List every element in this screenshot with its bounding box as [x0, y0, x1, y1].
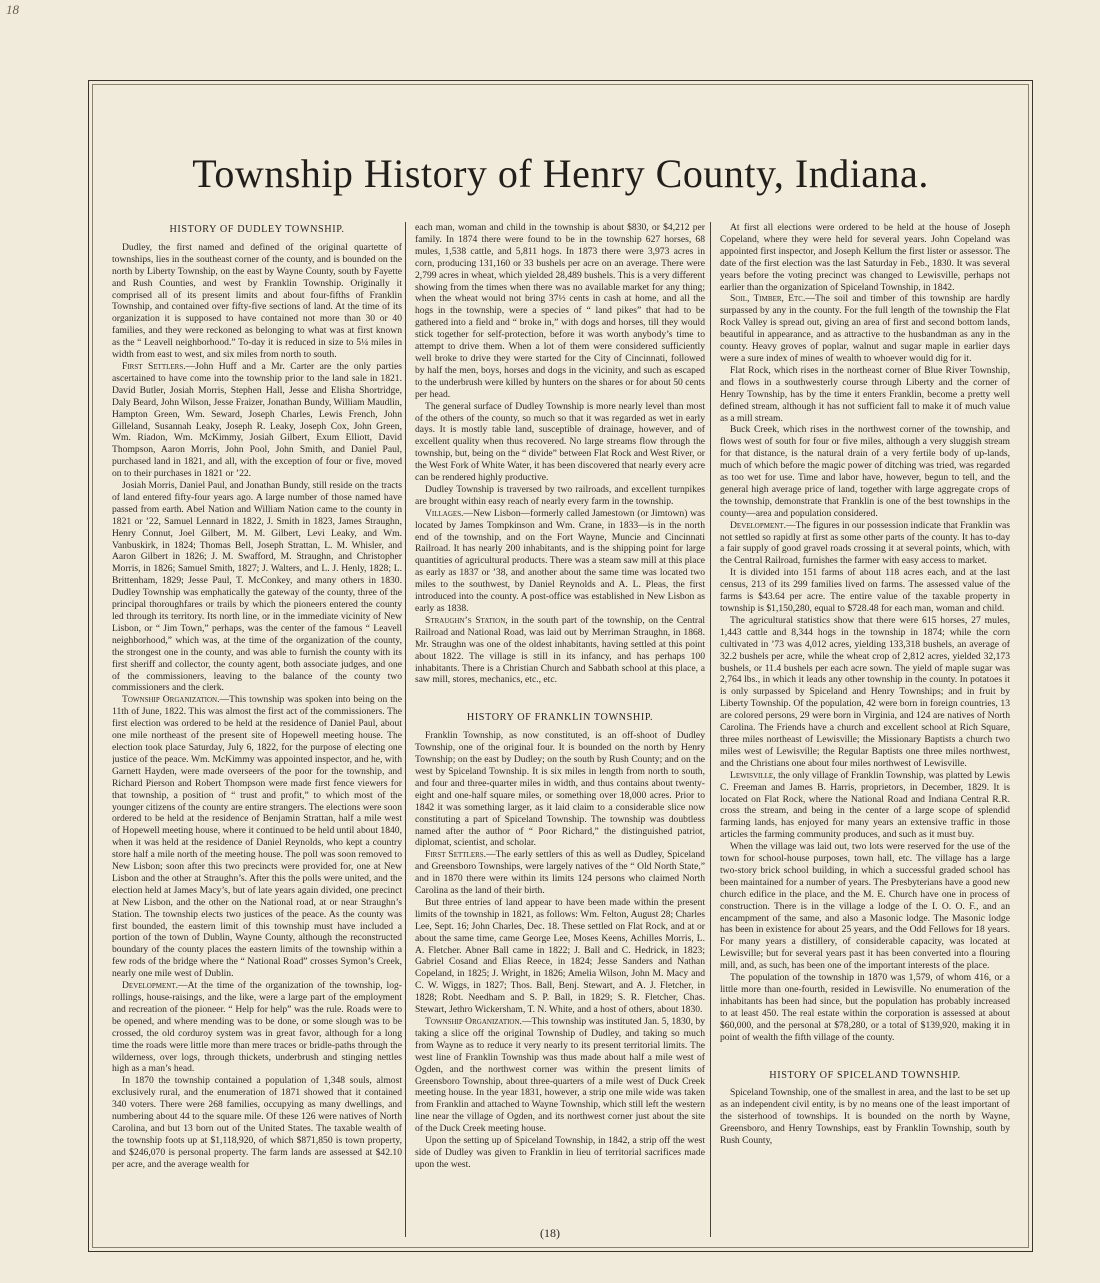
article-paragraph [415, 401, 705, 484]
paragraph-text: Upon the setting up of Spiceland Township, in 1842, a strip off the west side of Dudley was given to Franklin in lieu of territorial sacrifices made upon the west. [415, 1135, 705, 1170]
paragraph-lead: First Settlers. [425, 849, 487, 861]
article-paragraph [415, 730, 705, 849]
paragraph-lead: Development. [122, 980, 178, 992]
paragraph-text: Josiah Morris, Daniel Paul, and Jonathan Bundy, still reside on the tracts of land entered fifty-four years ago. A large number of those named have passed from earth. Abel Nation and William Nation came to the county in 1821 or ’22, Samuel Lennard in 1822, J. Smith in 1823, James Straughn, Henry Connut, Joel Gilbert, M. M. Gilbert, Levi Leaky, and Wm. Vanbuskirk, in 1824; Thomas Bell, Joseph Strattan, L. M. Whisler, and Aaron Gilbert in 1826; J. M. Swafford, M. Straughn, and Christopher Morris, in 1826; Samuel Smith, 1827; J. Walters, and L. J. Henly, 1828; L. Brittenham, 1829; Jesse Paul, T. McConkey, and many others in 1830. Dudley Township was emphatically the gateway of the county, three of the principal thoroughfares or trails by which the pioneers entered the county led through its territory. Its north line, or in the immediate vicinity of New Lisbon, or “ Jim Town,” perhaps, was the center of the famous “ Leavell neighborhood,” which was, at the time of the organization of the county, the strongest one in the county, and was able to furnish the county with its first sheriff and collector, the county agent, both associate judges, and one of the commissioners, leaving to the balance of the county two commissioners and the clerk. [112, 480, 402, 694]
article-paragraph [415, 1135, 705, 1171]
article-paragraph [720, 615, 1010, 770]
section-heading: HISTORY OF DUDLEY TOWNSHIP. [169, 224, 345, 235]
paragraph-text: Buck Creek, which rises in the northwest corner of the township, and flows west of south for four or five miles, although a very sluggish stream for that distance, is the natural drain of a very fertile body of up-lands, much of which before the magic power of ditching was tried, was regarded as too wet for use. Time and labor have, however, begun to tell, and the general high average price of land, together with large aggregate crops of the township, demonstrate that Franklin is one of the best townships in the county—area and population considered. [720, 424, 1010, 519]
article-paragraph [720, 424, 1010, 519]
article-paragraph [415, 615, 705, 686]
article-paragraph [112, 242, 402, 361]
page-corner-number: 18 [6, 2, 19, 17]
article-paragraph [720, 1087, 1010, 1147]
paragraph-text: the only village of Franklin Township, was platted by Lewis C. Freeman and James B. Harris, proprietors, in December, 1829. It is located on Flat Rock, where the National Road and Indiana Central R.R. cross the stream, and being in the center of a large scope of splendid farming lands, has enjoyed for many years an extensive traffic in those articles the farming community produces, and such as it must buy. [720, 769, 1010, 841]
article-paragraph [415, 508, 705, 615]
article-paragraph [720, 567, 1010, 615]
paragraph-text: Flat Rock, which rises in the northeast corner of Blue River Township, and flows in a southwesterly course through Liberty and the corner of Henry Township, has by the time it enters Franklin, become a pretty well defined stream, although it has not sufficient fall to make it of much value as a mill stream. [720, 364, 1010, 424]
article-paragraph [415, 1016, 705, 1135]
article-paragraph [112, 480, 402, 694]
paragraph-text: —The figures in our possession indicate that Franklin was not settled so rapidly at first as some other parts of the county. It has to-day a fair supply of good gravel roads crossing it at several points, which, with the Central Railroad, furnishes the farmer with easy access to market. [720, 519, 1010, 567]
paragraph-text: —The soil and timber of this township are hardly surpassed by any in the county. For the full length of the township the Flat Rock Valley is spread out, giving an area of first and second bottom lands, beautiful in appearance, and as attractive to the husbandman as any in the county. Heavy groves of poplar, walnut and sugar maple in earlier days were a sure index of mines of wealth to whoever would dig for it. [720, 293, 1010, 364]
paragraph-lead: Straughn’s Station, [425, 614, 508, 626]
paragraph-text: The population of the township in 1870 was 1,579, of whom 416, or a little more than one-fourth, resided in Lewisville. No enumeration of the inhabitants has been had since, but the population has probably increased to at least 450. The real estate within the corporation is assessed at about $60,000, and the personal at $78,280, or a total of $139,920, making it in point of wealth the fifth village of the county. [720, 972, 1010, 1043]
paragraph-text: When the village was laid out, two lots were reserved for the use of the town for school-house purposes, town hall, etc. The village has a large two-story brick school building, in which a successful graded school has been maintained for a number of years. The Presbyterians have a good new church edifice in the place, and the M. E. Church have one in process of construction. There is in the village a lodge of the I. O. O. F., and an encampment of the same, and also a Masonic lodge. The Masonic lodge has been in existence for about 25 years, and the Odd Fellows for 18 years. For many years a distillery, of considerable capacity, was located at Lewisville; but for several years past it has been converted into a flouring mill, and, as such, has been one of the important interests of the place. [720, 841, 1010, 972]
article-paragraph [720, 293, 1010, 364]
paragraph-lead: Villages. [425, 507, 464, 519]
article-paragraph [415, 897, 705, 1016]
article-paragraph [112, 361, 402, 480]
section-heading: HISTORY OF SPICELAND TOWNSHIP. [769, 1069, 961, 1081]
paragraph-text: —The early settlers of this as well as Dudley, Spiceland and Greensboro Townships, were largely natives of the “ Old North State,” and in 1870 there were within its limits 124 persons who claimed North Carolina as the land of their birth. [415, 849, 705, 897]
paragraph-lead: Township Organization. [425, 1016, 522, 1027]
section-heading: HISTORY OF FRANKLIN TOWNSHIP. [466, 712, 654, 724]
article-paragraph [112, 980, 402, 1075]
paragraph-lead: Lewisville, [730, 769, 776, 781]
paragraph-text: —At the time of the organization of the township, log-rollings, house-raisings, and the like, were a large part of the employment and recreation of the pioneer. “ Help for help” was the rule. Roads were to be opened, and where mending was to be done, or some slough was to be crossed, the old corduroy system was in great favor, although for a long time the roads were little more than mere traces or bridle-paths through the wilderness, over logs, through thickets, underbrush and stinging nettles high as a man’s head. [112, 980, 402, 1075]
column-1 [112, 222, 402, 1222]
paragraph-lead: Development. [730, 519, 786, 531]
paragraph-text: —This township was instituted Jan. 5, 1830, by taking a slice off the original Township of Dudley, and taking so much from Wayne as to reduce it very nearly to its present territorial limits. The west line of Franklin Township was thus made about half a mile west of Ogden, and the northwest corner was within the present limits of Greensboro Township, about three-quarters of a mile west of Duck Creek meeting house. In the year 1831, however, a strip one mile wide was taken from Franklin and attached to Wayne Township, which still left the western line near the village of Ogden, and its northwest corner just about the site of the Duck Creek meeting house. [415, 1016, 705, 1135]
paragraph-text: Dudley, the first named and defined of the original quartette of townships, lies in the southeast corner of the county, and is bounded on the north by Liberty Township, on the east by Wayne County, south by Fayette and Rush Counties, and west by Franklin Township. Originally it comprised all of its present limits and about four-fifths of Franklin Township, and contained over fifty-five sections of land. At the time of its organization it is supposed to have contained not more than 30 or 40 families, and they were reckoned as belonging to what was at first known as the “ Leavell neighborhood.” To-day it is reduced in size to 5¼ miles in width from east to west, and six miles from north to south. [112, 241, 402, 361]
paragraph-lead: Township Organization. [122, 694, 220, 706]
article-paragraph [720, 770, 1010, 841]
article-paragraph [720, 222, 1010, 293]
paragraph-lead: First Settlers. [122, 360, 186, 372]
column-divider [405, 222, 406, 1237]
column-3 [720, 222, 1010, 1222]
paragraph-text: But three entries of land appear to have been made within the present limits of the township in 1821, as follows: Wm. Felton, August 28; Charles Lee, Sept. 16; John Charles, Dec. 18. These settled on Flat Rock, and at or about the same time, came George Lee, Moses Keens, Achilles Morris, L. A. Fletcher. Abner Ball came in 1822; J. Ball and C. Hedrick, in 1823; Gabriel Cosand and Elias Reece, in 1824; Jesse Sanders and Nathan Copeland, in 1825; J. Wright, in 1826; Amelia Wilson, John M. Macy and C. W. Wiggs, in 1827; Thos. Ball, Benj. Stewart, and A. J. Fletcher, in 1828; Robt. Needham and S. P. Ball, in 1829; S. R. Fletcher, Chas. Stewart, Jethro Wickersham, T. N. White, and a host of others, about 1830. [415, 896, 705, 1016]
article-paragraph [720, 365, 1010, 425]
paragraph-text: In 1870 the township contained a population of 1,348 souls, almost exclusively rural, and the enumeration of 1871 showed that it contained 340 voters. There were 268 families, occupying as many dwellings, and numbering about 44 to the square mile. Of these 126 were natives of North Carolina, and but 13 born out of the United States. The taxable wealth of the township foots up at $1,118,920, of which $871,850 is town property, and $246,070 is personal property. The farm lands are assessed at $42.10 per acre, and the average wealth for [112, 1075, 402, 1170]
paragraph-text: Franklin Township, as now constituted, is an off-shoot of Dudley Township, one of the original four. It is bounded on the north by Henry Township; on the east by Dudley; on the south by Rush County; and on the west by Spiceland Township. It is six miles in length from north to south, and four and three-quarter miles in width, and thus contains about twenty-eight and one-half square miles, or something over 18,000 acres. Prior to 1842 it was something larger, as it laid claim to a considerable slice now constituting a part of Spiceland Township. The township was doubtless named after the author of “ Poor Richard,” the distinguished patriot, diplomat, scientist, and scholar. [415, 730, 705, 849]
article-paragraph [112, 694, 402, 980]
paragraph-text: The general surface of Dudley Township is more nearly level than most of the others of the county, so much so that it was regarded as wet in early days. It is mostly table land, susceptible of drainage, however, and of excellent quality when thus recovered. No large streams flow through the township, but, being on the “ divide” between Flat Rock and West River, or the West Fork of White Water, it has been discovered that nearly every acre can be rendered highly productive. [415, 400, 705, 484]
paragraph-text: in the south part of the township, on the Central Railroad and National Road, was laid out by Merriman Straughn, in 1868. Mr. Straughn was one of the oldest inhabitants, having settled at this point about 1822. The village is still in its infancy, and has perhaps 100 inhabitants. There is a Christian Church and Sabbath school at this place, a saw mill, stores, mechanics, etc., etc. [415, 614, 705, 686]
article-paragraph [112, 1075, 402, 1170]
paragraph-text: Spiceland Township, one of the smallest in area, and the last to be set up as an independent civil entity, is by no means one of the least important of the sisterhood of townships. It is bounded on the north by Wayne, Greensboro, and Henry Townships, east by Franklin Township, south by Rush County, [720, 1087, 1010, 1147]
paragraph-text: —This township was spoken into being on the 11th of June, 1822. This was almost the first act of the commissioners. The first election was ordered to be held at the residence of Daniel Paul, about one mile northeast of the present site of Hopewell meeting house. The election took place Saturday, July 6, 1822, for the purpose of electing one justice of the peace. Wm. McKimmy was appointed inspector, and he, with Garnett Hayden, were made overseers of the poor for the township, and Richard Pierson and Robert Thompson were made first fence viewers for that township, a position of “ trust and profit,” to which most of the younger citizens of the county are entire strangers. The elections were soon ordered to be held at the residence of Benjamin Strattan, half a mile west of Hopewell meeting house, where it continued to be held until about 1840, when it was held at the residence of Daniel Reynolds, who kept a country store half a mile north of the meeting house. The poll was soon removed to New Lisbon; soon after this two precincts were provided for, one at New Lisbon and the other at Straughn’s. After this the polls were united, and the election held at James Macy’s, but of late years again divided, one precinct at New Lisbon, and the other on the National road, at or near Straughn’s Station. The township elects two justices of the peace. As the county was first bounded, the eastern limit of this township must have included a portion of the town of Dublin, Wayne County, although the reconstructed boundary of the county places the eastern limits of the township within a few rods of the bridge where the “ National Road” crosses Symon’s Creek, nearly one mile west of Dublin. [112, 694, 402, 980]
page-title: Township History of Henry County, Indiana. [192, 151, 929, 196]
article-paragraph [720, 520, 1010, 568]
article-paragraph [720, 841, 1010, 972]
paragraph-lead: Soil, Timber, Etc. [730, 293, 806, 305]
column-divider [710, 222, 711, 1237]
paragraph-text: —John Huff and a Mr. Carter are the only parties ascertained to have come into the township prior to the land sale in 1821. David Butler, Josiah Morris, Stephen Hall, Jesse and Elisha Shortridge, Daly Beard, John Wilson, Jesse Fraizer, Jonathan Bundy, William Maudlin, Hampton Green, Wm. Seward, Joseph Charles, Lewis French, John Gilleland, Susannah Leaky, Joseph R. Leaky, Joseph Cox, John Green, Wm. Riadon, Wm. McKimmy, Josiah Gilbert, Exum Elliott, David Thompson, Aaron Morris, John Pool, John Smith, and Daniel Paul, purchased land in 1821, and all, with the exception of four or five, moved on to their purchases in 1821 or ’22. [112, 360, 402, 480]
article-paragraph [415, 484, 705, 508]
paragraph-text: Dudley Township is traversed by two railroads, and excellent turnpikes are brought within easy reach of nearly every farm in the township. [415, 483, 705, 507]
article-paragraph [720, 972, 1010, 1043]
page-number: (18) [540, 1226, 560, 1240]
paragraph-text: It is divided into 151 farms of about 118 acres each, and at the last census, 213 of its 299 families lived on farms. The assessed value of the farms is $43.64 per acre. The entire value of the taxable property in township is $1,150,280, equal to $728.48 for each man, woman and child. [720, 567, 1010, 614]
paragraph-text: each man, woman and child in the township is about $830, or $4,212 per family. In 1874 there were found to be in the township 627 horses, 68 mules, 1,538 cattle, and 5,811 hogs. In 1873 there were 3,973 acres in corn, producing 131,160 or 33 bushels per acre on an average. There were 2,799 acres in wheat, which yielded 28,489 bushels. This is a very different showing from the times when there was no available market for any thing; when the wheat would not bring 37½ cents in cash at home, and all the hogs in the township, were a species of “ land pikes” that had to be gathered into a field and “ broke in,” with dogs and horses, till they would stick together for self-protection, before it was worth anybody’s time to attempt to drive them. When a lot of them were considered sufficiently well broke to drive they were started for the City of Cincinnati, followed by half the men, boys, horses and dogs in the vicinity, and such as escaped to the underbrush were killed by hunters on the shares or for about 50 cents per head. [415, 222, 705, 400]
article-paragraph [415, 849, 705, 897]
column-2 [415, 222, 705, 1222]
paragraph-text: —New Lisbon—formerly called Jamestown (or Jimtown) was located by James Tompkinson and Wm. Crane, in 1833—is in the north end of the township, and on the Fort Wayne, Muncie and Cincinnati Railroad. It has nearly 200 inhabitants, and is the shipping point for large quantities of agricultural products. There was a steam saw mill at this place as early as 1837 or ’38, and another about the same time was located two miles to the southwest, by Daniel Reynolds and A. L. Pleas, the first introduced into the county. A post-office was established in New Lisbon as early as 1838. [415, 507, 705, 614]
paragraph-text: At first all elections were ordered to be held at the house of Joseph Copeland, where they were held for several years. John Copeland was appointed first inspector, and Joseph Kellum the first lister or assessor. The date of the first election was the last Saturday in Feb., 1830. It was several years before the voting precinct was changed to Lewisville, perhaps not earlier than the organization of Spiceland Township, in 1842. [720, 222, 1010, 293]
article-paragraph [415, 222, 705, 401]
paragraph-text: The agricultural statistics show that there were 615 horses, 27 mules, 1,443 cattle and 8,344 hogs in the township in 1874; while the corn cultivated in ’73 was 4,012 acres, yielding 133,318 bushels, an average of 32.2 bushels per acre, while the wheat crop of 2,812 acres, yielded 32,173 bushels, or 11.4 bushels per each acre sown. The yield of maple sugar was 2,764 lbs., in which it leads any other township in the county. In potatoes it is only surpassed by Spiceland and Henry Townships; and in fruit by Liberty Township. Of the population, 42 were born in foreign countries, 13 are colored persons, 29 were born in Virginia, and 124 are natives of North Carolina. The Friends have a church and excellent school at Rich Square, three miles northeast of Lewisville; the Missionary Baptists a church two miles west of Lewisville; the Regular Baptists one three miles northwest, and the Christians one about four miles northwest of Lewisville. [720, 614, 1010, 769]
